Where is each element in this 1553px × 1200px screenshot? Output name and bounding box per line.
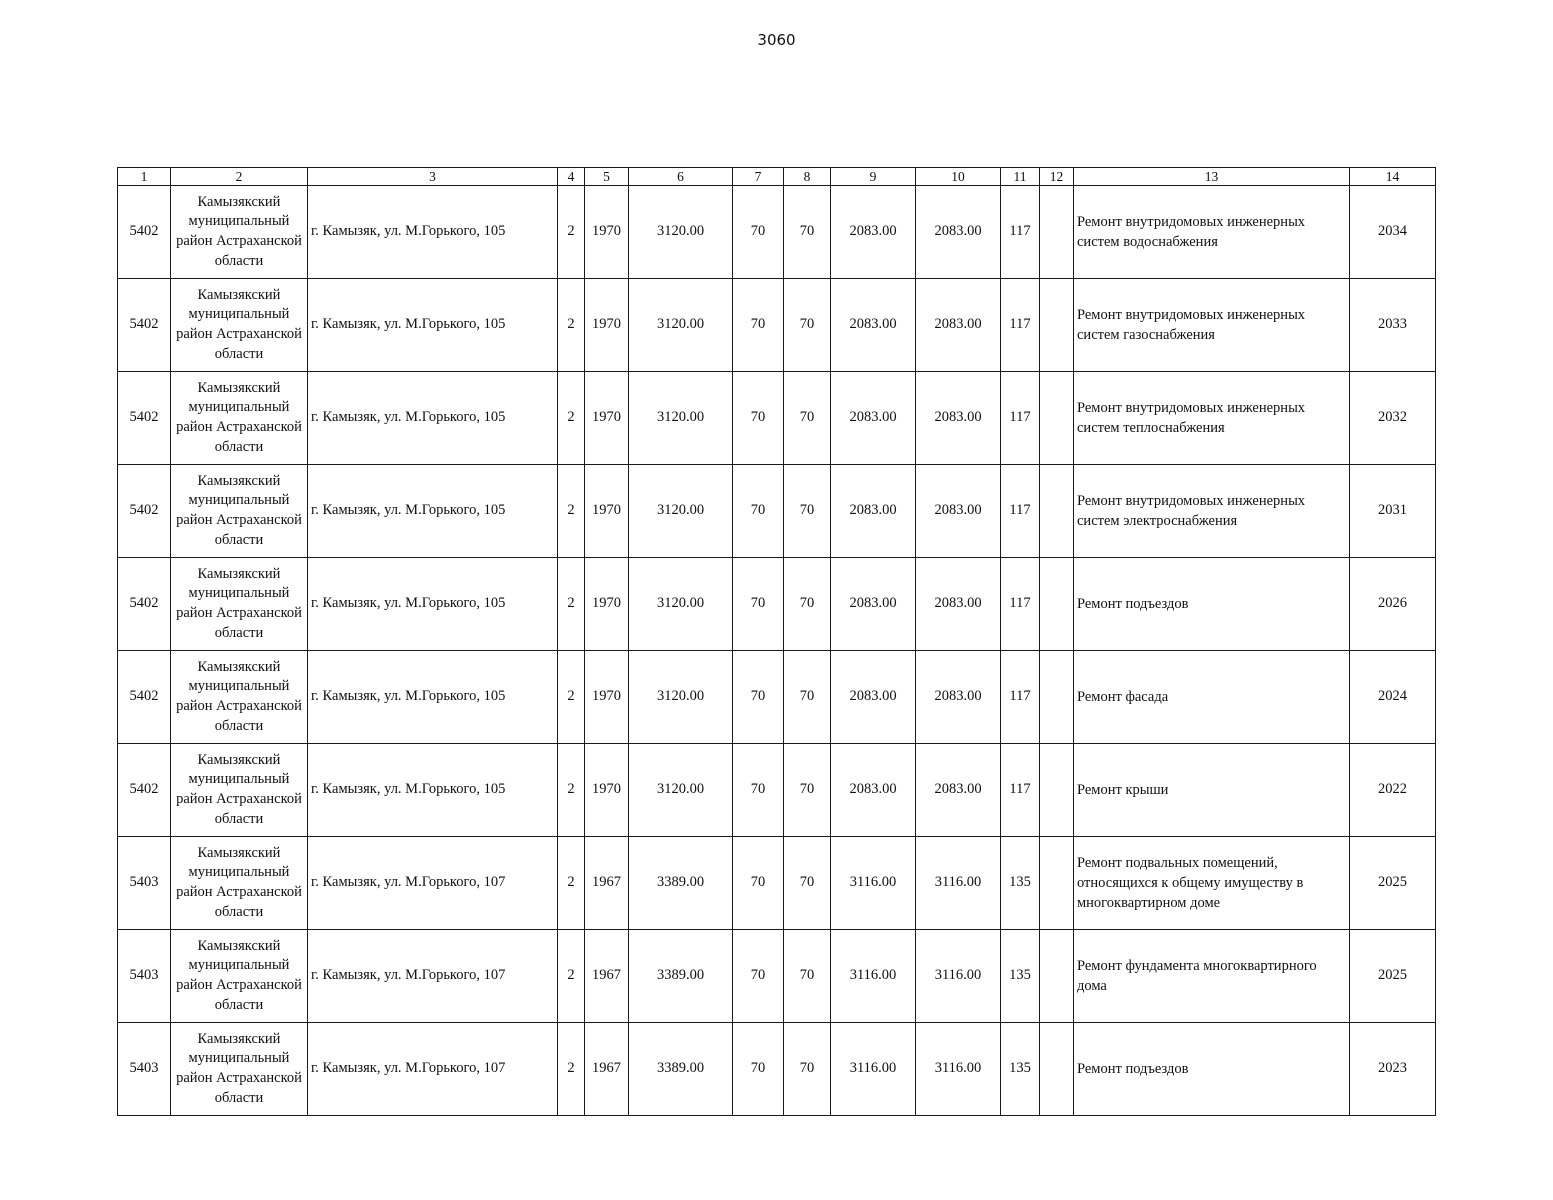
- work-type-cell: Ремонт подвальных помещений, относящихся к общему имуществу в многоквартирном доме: [1074, 837, 1350, 930]
- value-cell: 2: [558, 558, 585, 651]
- table-row: [118, 837, 1436, 930]
- column-header: 6: [629, 168, 733, 186]
- house-id-cell: 5403: [118, 1023, 171, 1116]
- year-cell: 2033: [1350, 279, 1436, 372]
- value-cell: 1967: [585, 930, 629, 1023]
- value-cell: 2083.00: [831, 744, 916, 837]
- year-cell: 2032: [1350, 372, 1436, 465]
- value-cell: 3116.00: [831, 837, 916, 930]
- value-cell: 2083.00: [916, 279, 1001, 372]
- district-cell: Камызякский муниципальный район Астраханской области: [171, 372, 308, 465]
- year-cell: 2034: [1350, 186, 1436, 279]
- year-cell: 2025: [1350, 837, 1436, 930]
- value-cell: 3116.00: [916, 837, 1001, 930]
- value-cell: 3120.00: [629, 744, 733, 837]
- value-cell: 3120.00: [629, 651, 733, 744]
- value-cell: 70: [733, 744, 784, 837]
- address-cell: г. Камызяк, ул. М.Горького, 105: [308, 186, 558, 279]
- house-id-cell: 5402: [118, 558, 171, 651]
- value-cell: 2: [558, 1023, 585, 1116]
- value-cell: 2083.00: [831, 279, 916, 372]
- value-cell: 70: [733, 1023, 784, 1116]
- district-cell: Камызякский муниципальный район Астраханской области: [171, 186, 308, 279]
- column-header: 7: [733, 168, 784, 186]
- table-row: [118, 558, 1436, 651]
- table-row: [118, 279, 1436, 372]
- house-id-cell: 5402: [118, 186, 171, 279]
- address-cell: г. Камызяк, ул. М.Горького, 105: [308, 651, 558, 744]
- value-cell: 2083.00: [916, 558, 1001, 651]
- value-cell: 2: [558, 186, 585, 279]
- work-type-cell: Ремонт фасада: [1074, 651, 1350, 744]
- table-row: [118, 186, 1436, 279]
- registry-body: [118, 186, 1436, 1116]
- value-cell: 2083.00: [831, 465, 916, 558]
- column-header: 9: [831, 168, 916, 186]
- address-cell: г. Камызяк, ул. М.Горького, 107: [308, 930, 558, 1023]
- value-cell: 1967: [585, 837, 629, 930]
- value-cell: 2083.00: [916, 744, 1001, 837]
- value-cell: 3120.00: [629, 372, 733, 465]
- value-cell: 70: [733, 279, 784, 372]
- table-row: [118, 744, 1436, 837]
- value-cell: 117: [1001, 372, 1040, 465]
- column-header: 13: [1074, 168, 1350, 186]
- house-id-cell: 5402: [118, 372, 171, 465]
- house-id-cell: 5402: [118, 465, 171, 558]
- value-cell: 135: [1001, 1023, 1040, 1116]
- district-cell: Камызякский муниципальный район Астраханской области: [171, 744, 308, 837]
- house-id-cell: 5402: [118, 279, 171, 372]
- work-type-cell: Ремонт внутридомовых инженерных систем газоснабжения: [1074, 279, 1350, 372]
- house-id-cell: 5403: [118, 837, 171, 930]
- value-cell: 70: [784, 837, 831, 930]
- column-header: 12: [1040, 168, 1074, 186]
- value-cell: 2083.00: [831, 372, 916, 465]
- district-cell: Камызякский муниципальный район Астраханской области: [171, 930, 308, 1023]
- value-cell: 1970: [585, 465, 629, 558]
- value-cell: 70: [784, 465, 831, 558]
- column-header: 5: [585, 168, 629, 186]
- table-row: [118, 465, 1436, 558]
- value-cell: 135: [1001, 837, 1040, 930]
- value-cell: 70: [733, 930, 784, 1023]
- value-cell: 70: [733, 651, 784, 744]
- address-cell: г. Камызяк, ул. М.Горького, 105: [308, 279, 558, 372]
- value-cell: [1040, 930, 1074, 1023]
- work-type-cell: Ремонт фундамента многоквартирного дома: [1074, 930, 1350, 1023]
- value-cell: [1040, 651, 1074, 744]
- page-number: 3060: [757, 31, 796, 49]
- value-cell: 70: [784, 744, 831, 837]
- work-type-cell: Ремонт внутридомовых инженерных систем электроснабжения: [1074, 465, 1350, 558]
- value-cell: 2: [558, 651, 585, 744]
- value-cell: 3120.00: [629, 279, 733, 372]
- value-cell: 1970: [585, 744, 629, 837]
- district-cell: Камызякский муниципальный район Астраханской области: [171, 465, 308, 558]
- value-cell: 135: [1001, 930, 1040, 1023]
- value-cell: 3116.00: [916, 930, 1001, 1023]
- address-cell: г. Камызяк, ул. М.Горького, 105: [308, 558, 558, 651]
- value-cell: 2083.00: [831, 186, 916, 279]
- district-cell: Камызякский муниципальный район Астраханской области: [171, 837, 308, 930]
- column-header: 4: [558, 168, 585, 186]
- year-cell: 2026: [1350, 558, 1436, 651]
- column-header: 1: [118, 168, 171, 186]
- value-cell: 3120.00: [629, 465, 733, 558]
- value-cell: 70: [784, 279, 831, 372]
- value-cell: 3116.00: [831, 1023, 916, 1116]
- house-id-cell: 5402: [118, 744, 171, 837]
- value-cell: 117: [1001, 651, 1040, 744]
- column-header: 10: [916, 168, 1001, 186]
- address-cell: г. Камызяк, ул. М.Горького, 105: [308, 465, 558, 558]
- value-cell: 70: [784, 930, 831, 1023]
- value-cell: 3120.00: [629, 558, 733, 651]
- house-id-cell: 5402: [118, 651, 171, 744]
- value-cell: [1040, 372, 1074, 465]
- value-cell: 70: [733, 186, 784, 279]
- district-cell: Камызякский муниципальный район Астраханской области: [171, 558, 308, 651]
- value-cell: 1970: [585, 279, 629, 372]
- district-cell: Камызякский муниципальный район Астраханской области: [171, 651, 308, 744]
- value-cell: 117: [1001, 186, 1040, 279]
- value-cell: 2083.00: [831, 651, 916, 744]
- registry-table: [117, 167, 1436, 1116]
- value-cell: 2083.00: [916, 651, 1001, 744]
- value-cell: 2: [558, 465, 585, 558]
- value-cell: 70: [784, 651, 831, 744]
- table-row: [118, 651, 1436, 744]
- address-cell: г. Камызяк, ул. М.Горького, 105: [308, 372, 558, 465]
- value-cell: 1970: [585, 372, 629, 465]
- table-row: [118, 930, 1436, 1023]
- value-cell: 70: [784, 1023, 831, 1116]
- value-cell: 3389.00: [629, 1023, 733, 1116]
- value-cell: 1970: [585, 651, 629, 744]
- value-cell: 2083.00: [831, 558, 916, 651]
- value-cell: 70: [733, 372, 784, 465]
- address-cell: г. Камызяк, ул. М.Горького, 105: [308, 744, 558, 837]
- value-cell: 2083.00: [916, 372, 1001, 465]
- work-type-cell: Ремонт внутридомовых инженерных систем водоснабжения: [1074, 186, 1350, 279]
- value-cell: [1040, 744, 1074, 837]
- value-cell: 3116.00: [831, 930, 916, 1023]
- work-type-cell: Ремонт крыши: [1074, 744, 1350, 837]
- district-cell: Камызякский муниципальный район Астраханской области: [171, 279, 308, 372]
- value-cell: 70: [733, 558, 784, 651]
- value-cell: 3389.00: [629, 930, 733, 1023]
- value-cell: 3389.00: [629, 837, 733, 930]
- value-cell: 2: [558, 279, 585, 372]
- year-cell: 2022: [1350, 744, 1436, 837]
- value-cell: 2: [558, 744, 585, 837]
- value-cell: [1040, 558, 1074, 651]
- value-cell: 3120.00: [629, 186, 733, 279]
- column-header: 3: [308, 168, 558, 186]
- value-cell: [1040, 186, 1074, 279]
- house-id-cell: 5403: [118, 930, 171, 1023]
- value-cell: [1040, 1023, 1074, 1116]
- value-cell: 1970: [585, 186, 629, 279]
- value-cell: 2083.00: [916, 465, 1001, 558]
- table-row: [118, 372, 1436, 465]
- value-cell: 3116.00: [916, 1023, 1001, 1116]
- value-cell: 70: [733, 465, 784, 558]
- column-number-row: [118, 168, 1436, 186]
- year-cell: 2023: [1350, 1023, 1436, 1116]
- value-cell: 117: [1001, 465, 1040, 558]
- value-cell: 117: [1001, 558, 1040, 651]
- column-header: 11: [1001, 168, 1040, 186]
- value-cell: 1967: [585, 1023, 629, 1116]
- year-cell: 2024: [1350, 651, 1436, 744]
- value-cell: [1040, 837, 1074, 930]
- value-cell: 2: [558, 930, 585, 1023]
- value-cell: 70: [784, 186, 831, 279]
- work-type-cell: Ремонт подъездов: [1074, 558, 1350, 651]
- value-cell: 2083.00: [916, 186, 1001, 279]
- value-cell: 117: [1001, 279, 1040, 372]
- value-cell: 1970: [585, 558, 629, 651]
- year-cell: 2031: [1350, 465, 1436, 558]
- value-cell: 2: [558, 372, 585, 465]
- district-cell: Камызякский муниципальный район Астраханской области: [171, 1023, 308, 1116]
- column-header: 2: [171, 168, 308, 186]
- value-cell: [1040, 465, 1074, 558]
- year-cell: 2025: [1350, 930, 1436, 1023]
- value-cell: [1040, 279, 1074, 372]
- address-cell: г. Камызяк, ул. М.Горького, 107: [308, 1023, 558, 1116]
- value-cell: 70: [784, 372, 831, 465]
- table-row: [118, 1023, 1436, 1116]
- value-cell: 70: [733, 837, 784, 930]
- address-cell: г. Камызяк, ул. М.Горького, 107: [308, 837, 558, 930]
- value-cell: 70: [784, 558, 831, 651]
- work-type-cell: Ремонт подъездов: [1074, 1023, 1350, 1116]
- column-header: 8: [784, 168, 831, 186]
- work-type-cell: Ремонт внутридомовых инженерных систем теплоснабжения: [1074, 372, 1350, 465]
- column-header: 14: [1350, 168, 1436, 186]
- value-cell: 2: [558, 837, 585, 930]
- value-cell: 117: [1001, 744, 1040, 837]
